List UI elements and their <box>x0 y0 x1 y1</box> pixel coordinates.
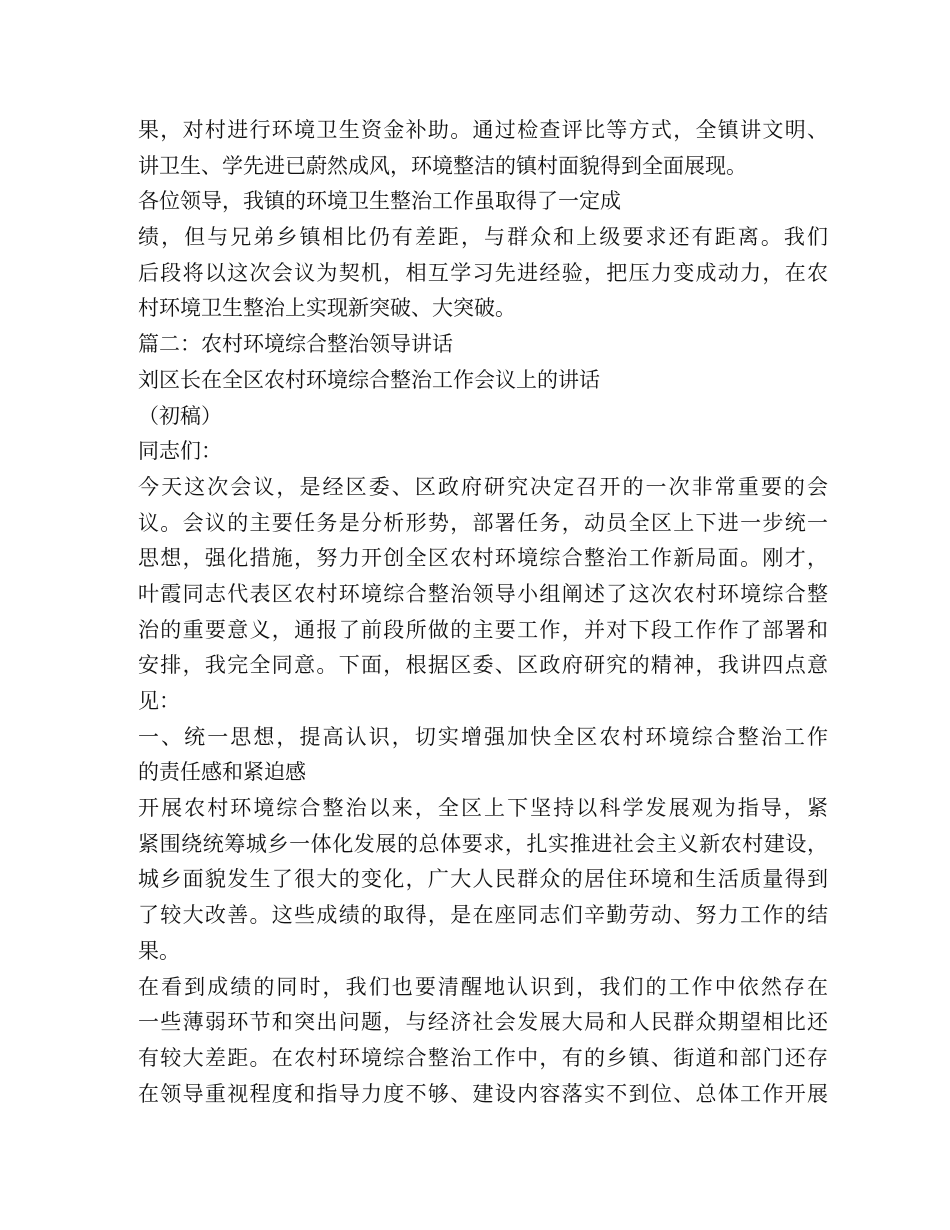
document-body <box>138 113 828 1112</box>
text-line: 篇二：农村环境综合整治领导讲话 <box>138 332 453 357</box>
text-line: 了较大改善。这些成绩的取得，是在座同志们辛勤劳动、努力工作的结 <box>138 903 828 928</box>
text-line: 后段将以这次会议为契机，相互学习先进经验，把压力变成动力，在农 <box>138 260 828 285</box>
text-line: 绩，但与兄弟乡镇相比仍有差距，与群众和上级要求还有距离。我们 <box>138 225 828 250</box>
text-line: 同志们： <box>138 439 222 464</box>
text-line: 各位领导，我镇的环境卫生整治工作虽取得了一定成 <box>138 189 621 214</box>
text-line: 在看到成绩的同时，我们也要清醒地认识到，我们的工作中依然存在 <box>138 974 828 999</box>
text-line: 思想，强化措施，努力开创全区农村环境综合整治工作新局面。刚才， <box>138 546 828 571</box>
text-line: 今天这次会议，是经区委、区政府研究决定召开的一次非常重要的会 <box>138 474 828 499</box>
text-line: 一些薄弱环节和突出问题，与经济社会发展大局和人民群众期望相比还 <box>138 1010 828 1035</box>
text-line: 叶霞同志代表区农村环境综合整治领导小组阐述了这次农村环境综合整 <box>138 581 828 606</box>
text-line: 安排，我完全同意。下面，根据区委、区政府研究的精神，我讲四点意 <box>138 653 828 678</box>
text-line: 有较大差距。在农村环境综合整治工作中，有的乡镇、街道和部门还存 <box>138 1045 828 1070</box>
text-line: 讲卫生、学先进已蔚然成风，环境整洁的镇村面貌得到全面展现。 <box>138 153 747 178</box>
text-line: 议。会议的主要任务是分析形势，部署任务，动员全区上下进一步统一 <box>138 510 828 535</box>
text-line: 紧围绕统筹城乡一体化发展的总体要求，扎实推进社会主义新农村建设， <box>138 831 828 856</box>
text-line: 见： <box>138 689 180 713</box>
text-line: 一、统一思想，提高认识，切实增强加快全区农村环境综合整治工作 <box>138 724 828 749</box>
text-line: （初稿） <box>138 403 222 428</box>
text-line: 开展农村环境综合整治以来，全区上下坚持以科学发展观为指导，紧 <box>138 796 828 821</box>
text-line: 的责任感和紧迫感 <box>138 760 306 785</box>
text-line: 村环境卫生整治上实现新突破、大突破。 <box>138 296 516 321</box>
text-line: 果，对村进行环境卫生资金补助。通过检查评比等方式，全镇讲文明、 <box>138 118 828 142</box>
text-line: 城乡面貌发生了很大的变化，广大人民群众的居住环境和生活质量得到 <box>138 867 828 892</box>
text-line: 果。 <box>138 938 180 963</box>
text-line: 治的重要意义，通报了前段所做的主要工作，并对下段工作作了部署和 <box>138 617 828 642</box>
text-line: 在领导重视程度和指导力度不够、建设内容落实不到位、总体工作开展 <box>138 1081 828 1106</box>
text-line: 刘区长在全区农村环境综合整治工作会议上的讲话 <box>138 367 600 392</box>
